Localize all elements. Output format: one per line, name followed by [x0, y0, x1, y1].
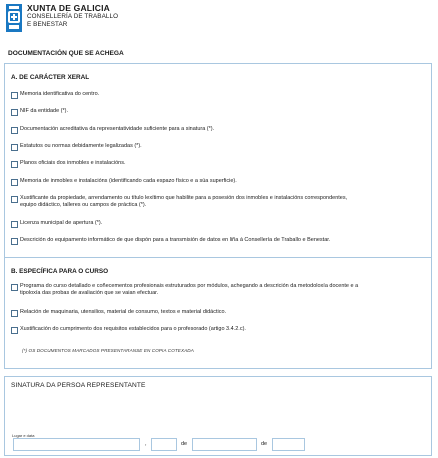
org-title: XUNTA DE GALICIA	[27, 3, 111, 13]
checkbox[interactable]	[11, 127, 18, 134]
checklist-item-label: NIF da entidade (*).	[20, 108, 68, 114]
checkbox[interactable]	[11, 109, 18, 116]
checklist-item	[11, 237, 419, 245]
checklist-item-label-line-2: tipoloxía das probas de avaliación que se vaian efectuar.	[20, 289, 159, 296]
checklist-item-label: Documentación acreditativa da representatividade suficiente para a sinatura (*).	[20, 126, 215, 132]
org-subtitle-line-2: E BENESTAR	[27, 20, 68, 28]
certified-copy-note: (*) OS DOCUMENTOS MARCADOS PRESENTARANSE EN COPIA COTEXADA	[22, 348, 194, 353]
checklist-item-label-line-1: Xustificante da propiedade, arrendamento ou título lexítimo que habilite para a posesión dos inmobles e instalacións correspondentes,	[20, 195, 348, 201]
checkbox[interactable]	[11, 327, 18, 334]
checklist-item	[11, 160, 419, 168]
checkbox[interactable]	[11, 179, 18, 186]
checklist-item-label: Xustificación do cumprimento dos requisitos establecidos para o profesorado (artigo 3.4.2.c).	[20, 326, 246, 332]
checkbox[interactable]	[11, 221, 18, 228]
checklist-item	[11, 126, 419, 134]
checklist-item	[11, 326, 419, 334]
checklist-item-label: Memoria identificativa do centro.	[20, 91, 100, 97]
checklist-item	[11, 91, 419, 99]
checkbox[interactable]	[11, 196, 18, 203]
org-subtitle-line-1: CONSELLERÍA DE TRABALLO	[27, 13, 119, 20]
section-divider	[5, 257, 431, 258]
xunta-logo-icon	[6, 4, 22, 32]
checklist-item	[11, 108, 419, 116]
de-separator-1: de	[181, 441, 188, 447]
document-title: DOCUMENTACIÓN QUE SE ACHEGA	[8, 50, 124, 57]
checklist-item	[11, 178, 419, 186]
de-separator-2: de	[261, 441, 268, 447]
checklist-item-label: Relación de maquinaria, utensilios, material de consumo, textos e material didáctico.	[20, 309, 227, 315]
checkbox[interactable]	[11, 310, 18, 317]
checklist-item-label-line-2: equipo didáctico, talleres ou campos de práctica (*).	[20, 201, 147, 208]
checklist-item-label: Descrición do equipamento informático de que dispón para a transmisión de datos en liña á Consellería de Traballo e Benestar.	[20, 237, 331, 243]
checklist-item	[11, 309, 419, 317]
checkbox[interactable]	[11, 92, 18, 99]
checklist-item-label	[20, 283, 358, 296]
checkbox[interactable]	[11, 284, 18, 291]
checklist-item	[11, 143, 419, 151]
organization-name	[27, 3, 118, 28]
checklist-item	[11, 283, 419, 296]
signature-title: SINATURA DA PERSOA REPRESENTANTE	[11, 382, 146, 389]
checklist-item-label	[20, 195, 347, 208]
checklist-item-label: Licenza municipal de apertura (*).	[20, 220, 103, 226]
day-input[interactable]	[151, 438, 177, 451]
checklist-item-label: Planos oficiais dos inmobles e instalacións.	[20, 160, 126, 166]
section-b-title: B. ESPECÍFICA PARA O CURSO	[11, 268, 109, 275]
section-a-title: A. DE CARÁCTER XERAL	[11, 74, 90, 81]
page-header	[6, 3, 118, 37]
checkbox[interactable]	[11, 161, 18, 168]
month-input[interactable]	[192, 438, 257, 451]
documentation-panel	[4, 63, 432, 369]
checkbox[interactable]	[11, 144, 18, 151]
checklist-item	[11, 195, 419, 208]
place-date-label: Lugar e data	[12, 433, 35, 438]
checklist-item-label: Estatutos ou normas debidamente legalizadas (*).	[20, 143, 142, 149]
comma-separator: ,	[145, 441, 147, 447]
place-input[interactable]	[13, 438, 140, 451]
checklist-item-label-line-1: Programa do curso detallado e coñecementos profesionais estruturados por módulos, achegando a descrición da metodoloxía docente e a	[20, 283, 359, 289]
checkbox[interactable]	[11, 238, 18, 245]
checklist-item-label: Memoria de inmobles e instalacións (identificando cada espazo físico e a súa superficie).	[20, 178, 237, 184]
year-input[interactable]	[272, 438, 305, 451]
checklist-item	[11, 220, 419, 228]
signature-panel	[4, 376, 432, 456]
